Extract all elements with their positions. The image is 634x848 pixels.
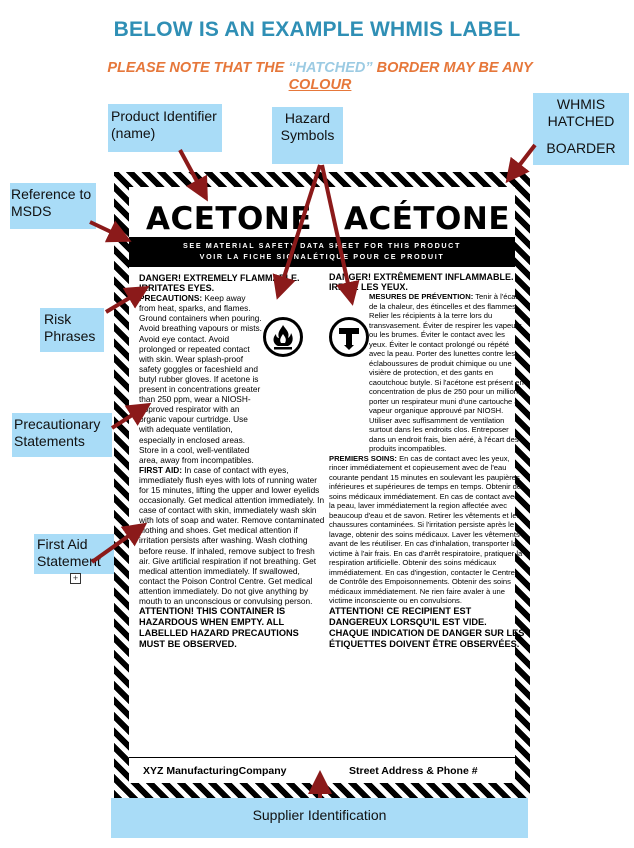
arrow-prec <box>112 405 148 428</box>
callout-supplier-identification: Supplier Identification <box>111 798 528 838</box>
precautions-heading-fr: MESURES DE PRÉVENTION: <box>369 292 474 301</box>
precautions-heading-en: PRECAUTIONS: <box>139 293 203 304</box>
note-text-2: BORDER MAY BE ANY <box>372 60 533 76</box>
arrow-first <box>92 525 144 562</box>
precautions-text-en: Keep away from heat, sparks, and flames. Ground containers when pouring. Avoid breathing vapours or mists. Avoid eye contact. Avoid prolonged or repeated contact with skin. Wear splash-proof safety goggles or faceshield and butyl rubber gloves. If acetone is present in concentrations greater than 250 ppm, wear a NIOSH-approved respirator with an organic vapour curtridge. Use with adequate ventilation, especially in enclosed areas. Store in a cool, well-ventilated area, away from incompatibles. <box>139 293 262 465</box>
precautions-text-fr: Tenir à l'écart de la chaleur, des étincelles et des flammes. Relier les récipients à la terre lors du transvasement. Éviter de respirer les vapeurs ou les brumes. Éviter le contact avec les yeux. Éviter le contact prolongé ou répété avec la peau. Porter des lunettes contre les éclaboussures de produit chimique ou une visière de protection, et des gants en caoutchouc butyle. Si l'acétone est présent en concentration de plus de 250 pour un million, porter un respirateur muni d'une cartouche à vapeur organique approuvé par NIOSH. Utiliser avec suffisamment de ventilation surtout dans les endroits clos. Entreposer dans un endroit frais, bien aéré, à l'écart des produits incompatibles. <box>369 292 524 453</box>
whmis-line-2: HATCHED <box>547 113 615 129</box>
callout-product-identifier: Product Identifier (name) <box>108 104 222 152</box>
supplier-company: XYZ ManufacturingCompany <box>143 765 287 777</box>
arrow-hazard-1 <box>278 165 320 296</box>
product-name-fr: ACÉTONE <box>343 201 511 237</box>
attention-fr: ATTENTION! CE RECIPIENT EST DANGEREUX LORSQU'IL EST VIDE. CHAQUE INDICATION DE DANGER SUR LES ÉTIQUETTES DOIVENT ÊTRE OBSERVÉES. <box>329 605 525 649</box>
callout-precautionary-statements: Precautionary Statements <box>12 413 112 457</box>
attention-en: ATTENTION! THIS CONTAINER IS HAZARDOUS WHEN EMPTY. ALL LABELLED HAZARD PRECAUTIONS MUST BE OBSERVED. <box>139 606 299 650</box>
msds-text-en: SEE MATERIAL SAFETY DATA SHEET FOR THIS PRODUCT <box>183 241 461 250</box>
first-aid-heading-fr: PREMIERS SOINS: <box>329 453 397 463</box>
callout-hazard-symbols: Hazard Symbols <box>272 107 343 164</box>
whmis-line-1: WHMIS <box>556 96 606 112</box>
risk-phrases-en: DANGER! EXTREMELY FLAMMABLE. IRRITATES EYES. <box>139 273 300 294</box>
first-aid-text-en: In case of contact with eyes, immediately flush eyes with lots of running water for 15 minutes, lifting the upper and lower eyelids occasionally. Get medical attention immediately. In case of contact with skin, immediately wash skin with lots of soap and water. Remove contaminated clothing and shoes. Get medical attention if irritation persists after washing. Wash clothing before reuse. If inhaled, remove subject to fresh air. Give artificial respiration if not breathing. Get medical attention immediately. If swallowed, contact the Poison Control Centre. Get medical attention immediately. Do not give anything by mouth to an unconscious or convulsing person. <box>139 464 325 606</box>
arrow-product <box>180 150 206 198</box>
msds-text-fr: VOIR LA FICHE SIGNALÉTIQUE POUR CE PRODUIT <box>199 252 445 261</box>
note-colour-word: COLOUR <box>288 77 352 93</box>
callout-first-aid: First Aid Statement <box>34 534 114 574</box>
callout-risk-phrases: Risk Phrases <box>40 308 104 352</box>
arrow-hazard-2 <box>322 165 352 302</box>
supplier-address: Street Address & Phone # <box>349 765 478 777</box>
note-text-1: PLEASE NOTE THAT THE <box>107 60 289 76</box>
first-aid-text-fr: En cas de contact avec les yeux, rincer immédiatement et copieusement avec de l'eau courante pendant 15 minutes en soulevant les paupières inférieures et supérieures de temps en temps. Obtenir des soins médicaux immédiatement. En cas de contact avec la peau, laver immédiatement la region affectée avec beaucoup d'eau et de savon. Retirer les vêtements et les chaussures contaminées. Si l'irritation persiste après le lavage, obtenir des soins médicaux. Laver les vêtements avant de les réutiliser. En cas d'inhalation, transporter la victime à l'air frais. En cas d'arrêt respiratoire, pratiquer la respiration artificielle. Obtenir des soins médicaux immédiatement. En cas d'ingestion, contacter le Centre de Contrôle des Empoisonnements. Obtenir des soins médicaux immédiatement. Ne rien faire avaler à une victime inconsciente ou en convulsions. <box>329 453 525 605</box>
product-name-en: ACETONE <box>145 201 313 237</box>
arrow-whmis <box>508 145 535 180</box>
callout-reference-msds: Reference to MSDS <box>10 183 96 229</box>
note-hatched-word: “HATCHED” <box>288 60 373 76</box>
page-title: BELOW IS AN EXAMPLE WHMIS LABEL <box>113 18 521 41</box>
expand-plus-icon[interactable]: + <box>70 573 81 584</box>
whmis-line-3: BOARDER <box>546 140 616 156</box>
first-aid-heading-en: FIRST AID: <box>139 464 183 475</box>
risk-phrases-fr: DANGER! EXTRÊMEMENT INFLAMMABLE. IRRITE LES YEUX. <box>329 272 514 292</box>
arrow-risk <box>106 288 146 312</box>
arrow-ref <box>90 222 128 240</box>
